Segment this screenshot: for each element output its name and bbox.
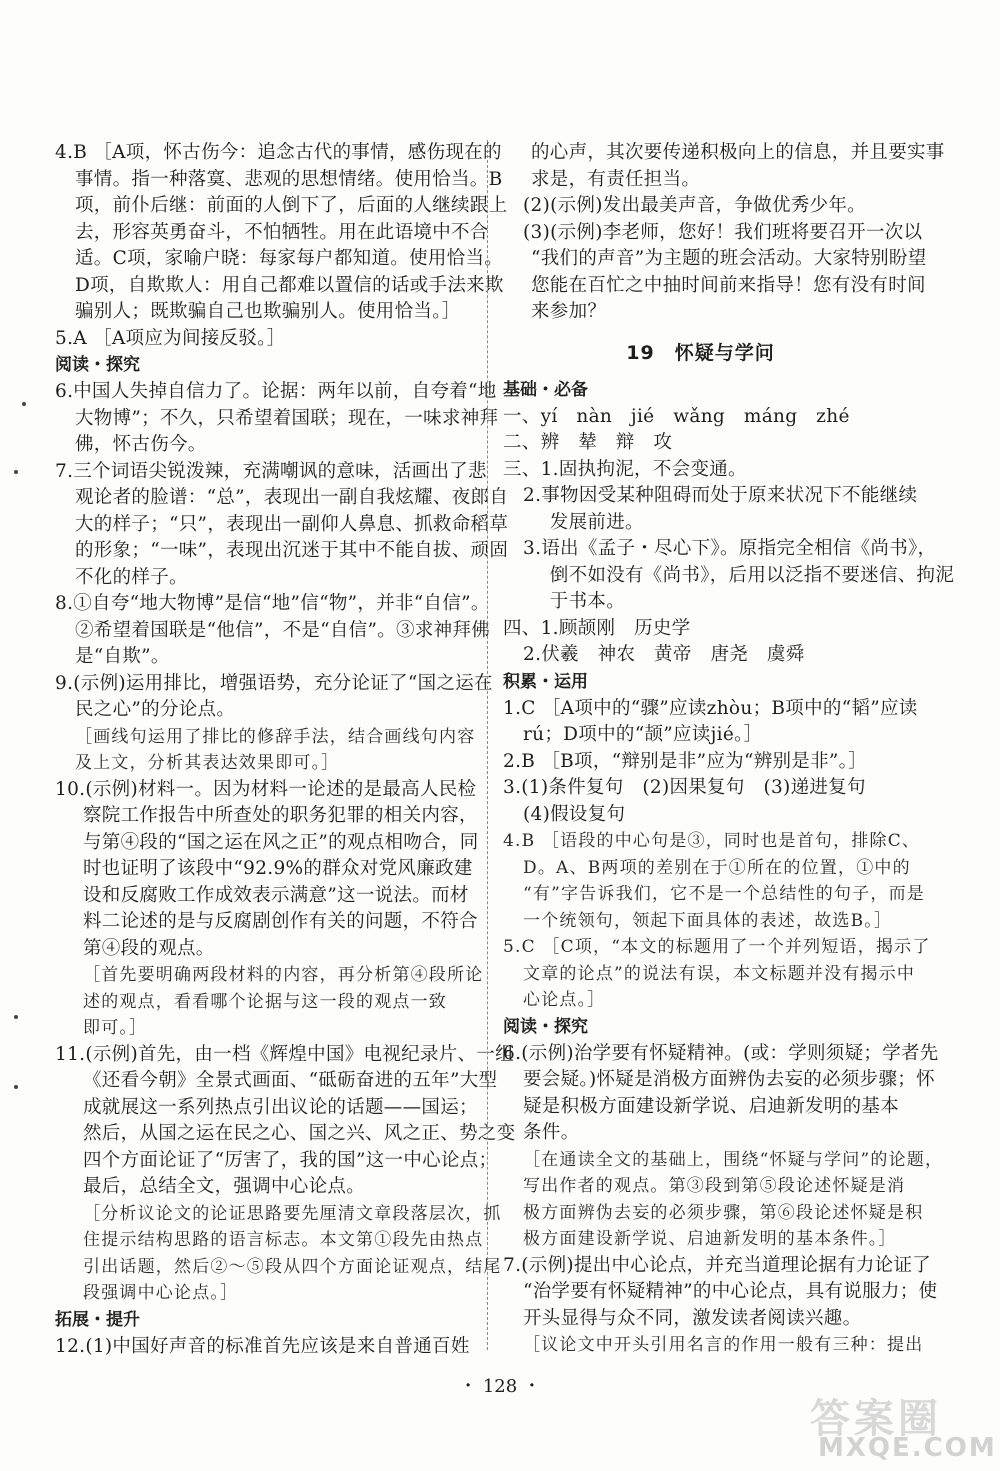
section-heading: 基础・必备 xyxy=(503,379,588,400)
text-line: 5.A ［A项应为间接反驳。］ xyxy=(55,327,286,349)
text-line: (2)(示例)发出最美声音，争做优秀少年。 xyxy=(523,195,866,216)
margin-dot xyxy=(14,1015,18,1019)
text-line: (3)(示例)李老师，您好！我们班将要召开一次以 xyxy=(523,221,923,243)
text-line: 然后，从国之运在民之心、国之兴、风之正、势之变 xyxy=(83,1123,516,1144)
text-line: 倒不如没有《尚书》，后用以泛指不要迷信、拘泥 xyxy=(531,564,955,586)
text-line: 设和反腐败工作成效表示满意”这一说法。而材 xyxy=(83,884,469,906)
text-line: 疑是积极方面建设新学说、启迪新发明的基本 xyxy=(523,1095,900,1117)
text-line: 来参加？ xyxy=(531,301,607,322)
margin-dot xyxy=(22,402,26,406)
text-line: 要会疑。)怀疑是消极方面辨伪去妄的必须步骤；怀 xyxy=(523,1069,935,1090)
text-line: 民之心”的分论点。 xyxy=(75,699,236,720)
text-line: 5.C ［C项，“本文的标题用了一个并列短语，揭示了 xyxy=(503,937,931,957)
text-line: 2.伏羲 神农 黄帝 唐尧 虞舜 xyxy=(523,644,805,665)
text-line: 2.B ［B项，“辩别是非”应为“辨别是非”。］ xyxy=(503,750,868,772)
text-line: 6.中国人失掉自信力了。论据：两年以前，自夸着“地 xyxy=(55,381,497,402)
margin-dot xyxy=(14,1085,18,1089)
text-line: 文章的论点”的说法有误，本文标题并没有揭示中 xyxy=(523,963,916,984)
text-line: 1.C ［A项中的“骤”应读zhòu；B项中的“韬”应读 xyxy=(503,697,918,719)
text-line: rú；D项中的“颉”应读jié。］ xyxy=(523,724,763,745)
text-line: ［分析议论文的论证思路要先厘清文章段落层次，抓 xyxy=(83,1203,502,1224)
watermark-logo xyxy=(800,1387,997,1465)
text-line: 四、1.顾颉刚 历史学 xyxy=(503,617,691,639)
text-line: 4.B ［A项，怀古伤今：追念古代的事情，感伤现在的 xyxy=(55,142,502,163)
text-line: 段强调中心论点。］ xyxy=(83,1283,239,1303)
text-line: 事情。指一种落寞、悲观的思想情绪。使用恰当。B xyxy=(75,168,503,190)
text-line: 一、yí nàn jié wǎng máng zhé xyxy=(503,405,850,427)
margin-dot xyxy=(14,470,18,474)
text-line: 于书本。 xyxy=(531,591,626,612)
text-line: 您能在百忙之中抽时间前来指导！您有没有时间 xyxy=(531,274,926,296)
text-line: 四个方面论证了“厉害了，我的国”这一中心论点； xyxy=(83,1149,498,1171)
text-line: 极方面建设新学说、启迪新发明的基本条件。］ xyxy=(523,1229,897,1249)
text-line: 察院工作报告中所查处的职务犯罪的相关内容， xyxy=(83,805,478,826)
text-line: ［在通读全文的基础上，围绕“怀疑与学问”的论题， xyxy=(523,1149,944,1170)
text-line: 3.语出《孟子・尽心下》。原指完全相信《尚书》， xyxy=(523,538,937,559)
text-line: 佛，怀古伤今。 xyxy=(75,434,207,455)
section-heading: 阅读・探究 xyxy=(503,1016,588,1037)
text-line: 第④段的观点。 xyxy=(83,937,215,959)
text-line: 2.事物因受某种阻碍而处于原来状况下不能继续 xyxy=(523,485,918,506)
text-line: ［首先要明确两段材料的内容，再分析第④段所论 xyxy=(83,965,484,985)
text-line: 心论点。］ xyxy=(523,990,606,1010)
text-line: 7.(示例)提出中心论点，并充当道理论据有力论证了 xyxy=(503,1254,932,1276)
page-number: ・ 128 ・ xyxy=(459,1376,541,1397)
text-line: 不化的样子。 xyxy=(75,566,188,588)
text-line: 时也证明了该段中“92.9%的群众对党风廉政建 xyxy=(83,858,473,879)
text-line: 项，前仆后继：前面的人倒下了，后面的人继续跟上 xyxy=(75,195,508,216)
text-line: 10.(示例)材料一。因为材料一论述的是最高人民检 xyxy=(55,778,477,800)
text-line: 大物博”；不久，只希望着国联；现在，一味求神拜 xyxy=(75,407,499,429)
text-line: “治学要有怀疑精神”的中心论点，具有说服力；使 xyxy=(523,1281,938,1302)
text-line: 述的观点，看看哪个论据与这一段的观点一致 xyxy=(83,991,447,1012)
text-line: ②希望着国联是“他信”，不是“自信”。③求神拜佛 xyxy=(75,619,491,641)
section-title: 19 怀疑与学问 xyxy=(626,341,775,364)
text-line: “有”字告诉我们，它不是一个总结性的句子，而是 xyxy=(523,884,925,904)
text-line: 最后，总结全文，强调中心论点。 xyxy=(83,1176,366,1197)
text-line: 料二论述的是与反腐剧创作有关的问题，不符合 xyxy=(83,911,478,932)
text-line: 发展前进。 xyxy=(531,511,644,533)
text-line: 9.(示例)运用排比，增强语势，充分论证了“国之运在 xyxy=(55,672,493,694)
text-line: ［画线句运用了排比的修辞手法，结合画线句内容 xyxy=(75,726,476,747)
watermark-url: MXQE.COM xyxy=(818,1433,997,1463)
text-line: D项，自欺欺人：用自己都难以置信的话或手法来欺 xyxy=(75,274,504,296)
right-column xyxy=(503,140,955,1359)
text-line: 去，形容英勇奋斗，不怕牺牲。用在此语境中不合 xyxy=(75,221,489,243)
text-line: 3.(1)条件复句 (2)因果复句 (3)递进复句 xyxy=(503,777,866,798)
column-divider xyxy=(487,140,488,1350)
text-line: 是“自欺”。 xyxy=(75,646,170,667)
text-line: 的心声，其次要传递积极向上的信息，并且要实事 xyxy=(531,142,945,163)
text-line: ［议论文中开头引用名言的作用一般有三种：提出 xyxy=(523,1335,924,1355)
text-line: 极方面辨伪去妄的必须步骤，第⑥段论述怀疑是积 xyxy=(523,1202,924,1223)
text-line: D。A、B两项的差别在于①所在的位置，①中的 xyxy=(523,857,911,878)
text-line: 观论者的脸谱：“总”，表现出一副自我炫耀、夜郎自 xyxy=(75,487,509,508)
section-heading: 阅读・探究 xyxy=(55,355,140,375)
text-line: 求是，有责任担当。 xyxy=(531,168,701,190)
text-line: 引出话题，然后②～⑤段从四个方面论证观点，结尾 xyxy=(83,1256,502,1277)
left-column xyxy=(55,140,516,1360)
text-line: 8.①自夸“地大物博”是信“地”信“物”，并非“自信”。 xyxy=(55,593,490,614)
text-line: 的形象；“一味”，表现出沉迷于其中不能自拔、顽固 xyxy=(75,540,509,561)
text-line: “我们的声音”为主题的班会活动。大家特别盼望 xyxy=(531,248,927,269)
text-line: 7.三个词语尖锐泼辣，充满嘲讽的意味，活画出了悲 xyxy=(55,460,487,482)
text-line: 一个统领句，领起下面具体的表述，故选B。］ xyxy=(523,910,893,931)
text-line: 住提示结构思路的语言标志。本文第①段先由热点 xyxy=(83,1230,484,1250)
text-line: 即可。］ xyxy=(83,1018,148,1038)
text-line: 《还看今朝》全景式画面、“砥砺奋进的五年”大型 xyxy=(83,1070,498,1091)
text-line: 三、1.固执拘泥，不会变通。 xyxy=(503,458,747,480)
text-line: 二、辨 辇 辩 攻 xyxy=(503,432,673,453)
text-line: 6.(示例)治学要有怀疑精神。(或：学则须疑；学者先 xyxy=(503,1042,939,1064)
text-line: 条件。 xyxy=(523,1122,580,1143)
text-line: 与第④段的“国之运在风之正”的观点相吻合，同 xyxy=(83,831,479,853)
text-line: 12.(1)中国好声音的标准首先应该是来自普通百姓 xyxy=(55,1335,470,1357)
watermark-text: 答案圈 xyxy=(810,1396,942,1442)
text-line: 11.(示例)首先，由一档《辉煌中国》电视纪录片、一组 xyxy=(55,1043,514,1065)
text-line: 大的样子；“只”，表现出一副仰人鼻息、抓救命稻草 xyxy=(75,513,509,535)
text-line: 写出作者的观点。第③段到第⑤段论述怀疑是消 xyxy=(523,1176,906,1196)
text-line: 骗别人；既欺骗自己也欺骗别人。使用恰当。］ xyxy=(75,301,461,322)
text-line: 成就展这一系列热点引出议论的话题——国运； xyxy=(83,1096,478,1118)
text-line: 及上文，分析其表达效果即可。］ xyxy=(75,753,340,773)
section-heading: 积累・运用 xyxy=(503,671,588,692)
text-line: (4)假设复句 xyxy=(523,803,626,825)
text-line: 4.B ［语段的中心句是③，同时也是首句，排除C、 xyxy=(503,831,921,851)
section-heading: 拓展・提升 xyxy=(55,1309,140,1330)
text-line: 适。C项，家喻户晓：每家每户都知道。使用恰当。 xyxy=(75,248,504,269)
text-line: 开头显得与众不同，激发读者阅读兴趣。 xyxy=(523,1307,862,1329)
